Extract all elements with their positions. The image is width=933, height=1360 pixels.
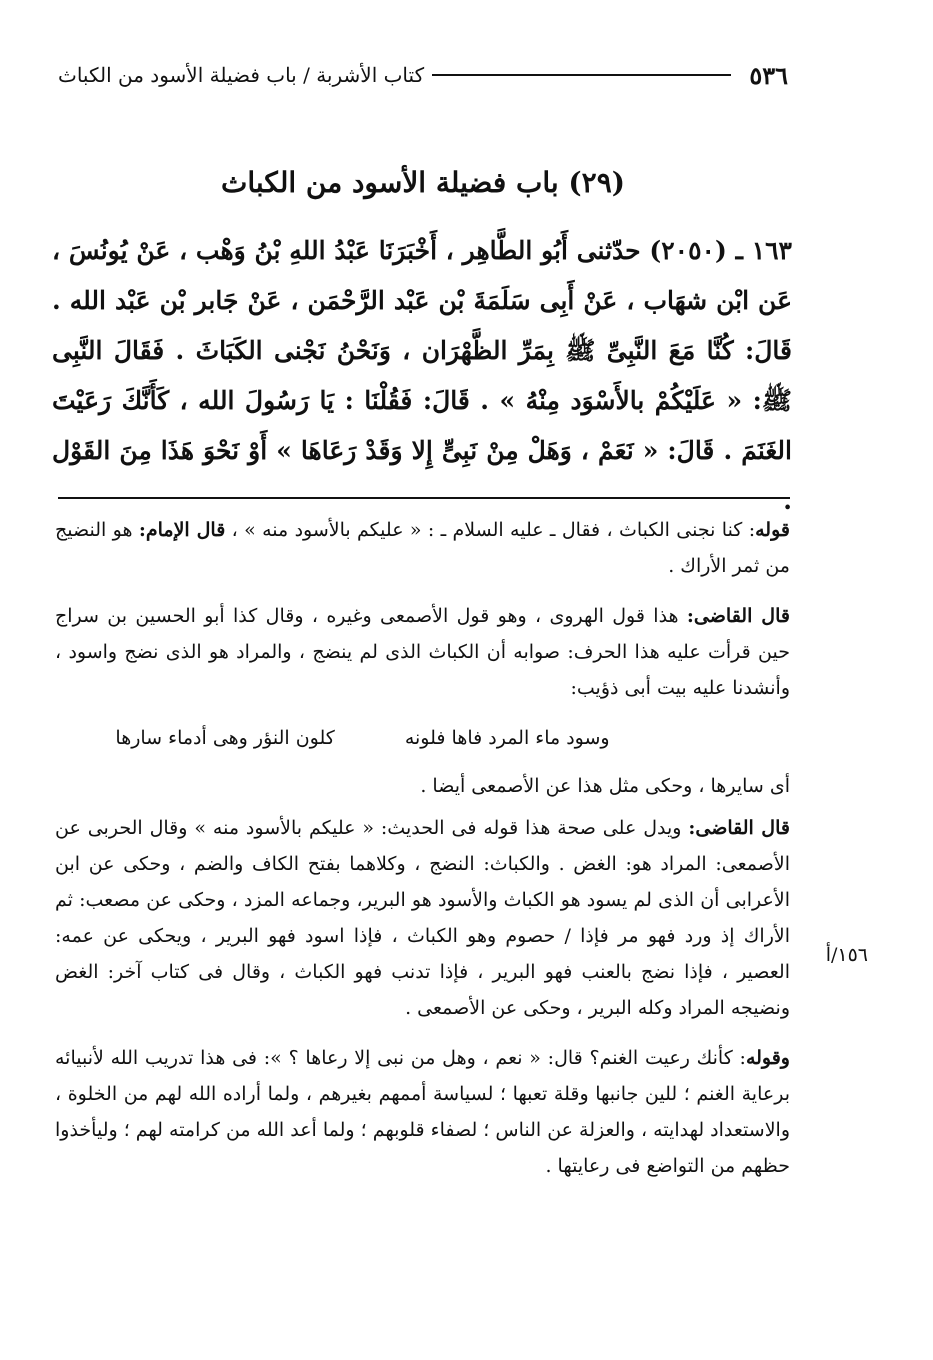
header-rule <box>432 74 731 76</box>
paragraph-body: هذا قول الهروى ، وهو قول الأصمعى وغيره ، وقال كذا أبو الحسين بن سراج حين قرأت عليه هذا الحرف: صوابه أن الكباث الذى لم ينضج ، والمراد هو الذى نضج واسود ، وأنشدنا عليه بيت أبى ذؤيب: <box>55 605 790 699</box>
commentary-paragraph <box>55 810 790 1026</box>
paragraph-body: ويدل على صحة هذا قوله فى الحديث: « عليكم بالأسود منه » وقال الحربى عن الأصمعى: المراد هو: الغض . والكباث: النضج ، وكلاهما بفتح الكاف والضم ، وحكى عن ابن الأعرابى أن الذى لم يسود هو الكباث والأسود هو البرير، وجماعه المزد ، وحكى عن مصعب: ثم الأراك إذ ورد فهو مر فإذا / حصوم وهو الكباث ، فإذا اسود فهو البرير ، ويحكى عن عمه: العصير ، فإذا نضج بالعنب فهو البرير ، فإذا تدنب فهو الكباث ، وقال فى كتاب آخر: الغض ونضيجه المراد وكله البرير ، وحكى عن الأصمعى . <box>55 817 790 1019</box>
commentary-paragraph <box>55 768 790 804</box>
manuscript-folio-note: ١٥٦/أ <box>825 944 868 966</box>
running-header <box>58 55 788 95</box>
paragraph-body: أى سايرها ، وحكى مثل هذا عن الأصمعى أيضا . <box>420 775 790 797</box>
paragraph-body: هو النضيج من ثمر الأراك . <box>55 519 790 577</box>
commentary <box>55 512 790 1198</box>
paragraph-lead: قوله <box>755 519 790 541</box>
section-divider <box>58 497 790 499</box>
poetry-verse <box>55 720 790 756</box>
commentary-paragraph <box>55 598 790 706</box>
page-number: ٥٣٦ <box>749 60 788 90</box>
commentary-paragraph <box>55 512 790 584</box>
chapter-title: (٢٩) باب فضيلة الأسود من الكباث <box>221 166 625 199</box>
paragraph-lead: قال القاضى: <box>688 817 790 839</box>
running-title: كتاب الأشربة / باب فضيلة الأسود من الكباث <box>58 63 425 87</box>
paragraph-lead: وقوله <box>745 1047 790 1069</box>
paragraph-body: : كأنك رعيت الغنم؟ قال: « نعم ، وهل من نبى إلا رعاها ؟ »: فى هذا تدريب الله لأنبيائه برعاية الغنم ؛ للين جانبها وقلة تعبها ؛ لسياسة أممهم بغيرهم ، ولما أراده الله لهم من الخلوة ، والاستعداد لهدايته ، والعزلة عن الناس ؛ لصفاء قلوبهم ؛ ولما أعد الله من كرامته لهم ؛ وليأخذوا حظهم من التواضع فى رعايتها . <box>55 1047 790 1177</box>
commentary-paragraph <box>55 1040 790 1184</box>
paragraph-body: : كنا نجنى الكباث ، فقال ـ عليه السلام ـ : « عليكم بالأسود منه » ، <box>225 519 756 541</box>
verse-hemistich: وسود ماء المرد فاها فلونه <box>404 727 610 749</box>
verse-hemistich: كلون النؤر وهى أدماء سارها <box>115 727 335 749</box>
paragraph-lead: قال القاضى: <box>686 605 790 627</box>
hadith-text: ١٦٣ ـ (٢٠٥٠) حدّثنى أَبُو الطَّاهِر ، أَخْبَرَنَا عَبْدُ اللهِ بْنُ وَهْب ، عَنْ يُونُسَ ، عَن ابْن شهَاب ، عَنْ أَبِى سَلَمَةَ بْن عَبْد الرَّحْمَن ، عَنْ جَابر بْن عَبْد الله . قَالَ: كُنَّا مَعَ النَّبِىِّ ﷺ بِمَرِّ الظَّهْرَان ، وَنَحْنُ نَجْنى الكَبَاثَ . فَقَالَ النَّبِى ﷺ: « عَلَيْكُمْ بالأَسْوَد مِنْهُ » . قَالَ: فَقُلْنَا : يَا رَسُولَ الله ، كَأَنَّكَ رَعَيْتَ الغَنَمَ . قَالَ: « نَعَمْ ، وَهَلْ مِنْ نَبِىٍّ إِلا وَقَدْ رَعَاهَا » أَوْ نَحْوَ هَذَا مِنَ القَوْل . <box>52 236 792 515</box>
paragraph-lead: قال الإمام: <box>138 519 226 541</box>
